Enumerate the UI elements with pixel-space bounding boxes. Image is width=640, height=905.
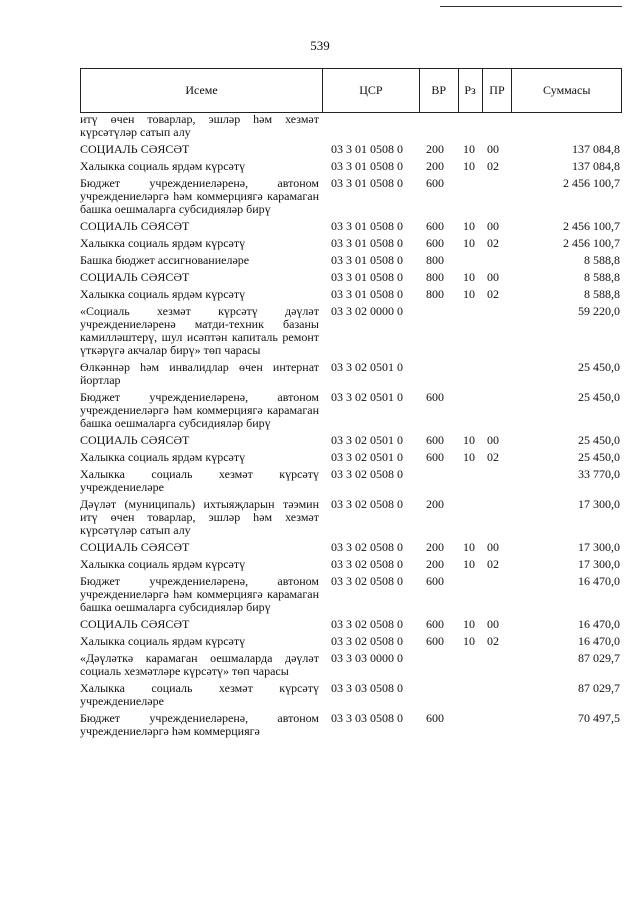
cell-vr: 600 xyxy=(426,433,444,447)
cell-csr: 03 3 02 0501 0 xyxy=(331,450,403,464)
cell-sum: 2 456 100,7 xyxy=(563,219,620,233)
cell-sum: 25 450,0 xyxy=(578,390,620,404)
page-number: 539 xyxy=(310,38,330,53)
cell-pr xyxy=(483,575,513,614)
cell-pr xyxy=(483,361,513,387)
cell-name: «Дәүләткә карамаган оешмаларда дәүләт социаль хезмәтләре күрсәтү» төп чарасы xyxy=(80,651,319,678)
header-sum: Суммасы xyxy=(543,83,591,97)
cell-rz xyxy=(459,391,483,430)
cell-sum: 8 588,8 xyxy=(584,253,620,267)
budget-table xyxy=(80,68,622,742)
table-row xyxy=(80,575,622,614)
cell-rz: 10 xyxy=(463,540,475,554)
cell-sum: 87 029,7 xyxy=(578,681,620,695)
table-row xyxy=(80,361,622,387)
cell-sum: 25 450,0 xyxy=(578,360,620,374)
cell-vr: 600 xyxy=(426,617,444,631)
header-name: Исеме xyxy=(81,69,323,112)
cell-pr xyxy=(483,305,513,357)
table-row xyxy=(80,113,622,139)
table-row xyxy=(80,558,622,571)
cell-csr: 03 3 02 0000 0 xyxy=(331,304,403,318)
cell-name: Дәүләт (муниципаль) ихтыяҗларын тәэмин итү өчен товарлар, эшләр һәм хезмәт күрсәтүләр сатып алу xyxy=(80,497,319,537)
cell-name: СОЦИАЛЬ СӘЯСӘТ xyxy=(80,540,190,554)
cell-rz xyxy=(459,575,483,614)
header-vr: ВР xyxy=(420,69,459,112)
header-pr: ПР xyxy=(483,69,513,112)
cell-pr: 00 xyxy=(487,270,499,284)
cell-vr: 600 xyxy=(426,219,444,233)
cell-rz xyxy=(459,712,483,738)
cell-pr: 02 xyxy=(487,287,499,301)
cell-vr: 200 xyxy=(426,142,444,156)
cell-rz: 10 xyxy=(463,287,475,301)
table-row xyxy=(80,635,622,648)
table-row xyxy=(80,160,622,173)
cell-name: Өлкәннәр һәм инвалидлар өчен интернат йортлар xyxy=(80,360,319,387)
cell-rz: 10 xyxy=(463,270,475,284)
cell-sum: 2 456 100,7 xyxy=(563,236,620,250)
table-row xyxy=(80,712,622,738)
cell-pr: 02 xyxy=(487,236,499,250)
cell-name: Халыкка социаль ярдәм күрсәтү xyxy=(80,634,246,648)
cell-name: «Социаль хезмәт күрсәтү дәүләт учреждениеләренә матди-техник базаны камилләштерү, шул исәптән капиталь ремонт үткәрүгә акчалар бирү» төп чарасы xyxy=(80,304,319,357)
cell-sum: 8 588,8 xyxy=(584,270,620,284)
cell-sum: 17 300,0 xyxy=(578,540,620,554)
cell-name: Бюджет учреждениеләренә, автоном учреждениеләргә һәм коммерциягә карамаган башка оешмаларга субсидияләр бирү xyxy=(80,176,319,216)
cell-sum: 25 450,0 xyxy=(578,433,620,447)
cell-sum: 87 029,7 xyxy=(578,651,620,665)
cell-sum: 59 220,0 xyxy=(578,304,620,318)
cell-name: Халыкка социаль ярдәм күрсәтү xyxy=(80,159,246,173)
cell-rz: 10 xyxy=(463,433,475,447)
cell-rz: 10 xyxy=(463,557,475,571)
cell-vr xyxy=(420,682,459,708)
cell-pr xyxy=(483,682,513,708)
cell-csr: 03 3 01 0508 0 xyxy=(331,253,403,267)
cell-sum: 25 450,0 xyxy=(578,450,620,464)
cell-pr: 00 xyxy=(487,219,499,233)
cell-vr: 600 xyxy=(426,634,444,648)
cell-name: СОЦИАЛЬ СӘЯСӘТ xyxy=(80,219,190,233)
cell-pr: 00 xyxy=(487,617,499,631)
cell-rz: 10 xyxy=(463,450,475,464)
cell-rz: 10 xyxy=(463,142,475,156)
cell-pr: 02 xyxy=(487,159,499,173)
cell-pr: 00 xyxy=(487,540,499,554)
cell-csr: 03 3 03 0508 0 xyxy=(331,711,403,725)
cell-csr: 03 3 02 0508 0 xyxy=(331,617,403,631)
cell-pr xyxy=(483,498,513,537)
cell-name: Халыкка социаль хезмәт күрсәтү учреждениеләре xyxy=(80,467,319,494)
cell-rz xyxy=(459,361,483,387)
cell-rz xyxy=(459,682,483,708)
cell-sum: 70 497,5 xyxy=(578,711,620,725)
cell-rz: 10 xyxy=(463,617,475,631)
cell-vr xyxy=(420,652,459,678)
cell-vr: 200 xyxy=(426,159,444,173)
cell-sum: 17 300,0 xyxy=(578,497,620,511)
cell-rz xyxy=(459,652,483,678)
cell-rz xyxy=(459,113,483,139)
cell-rz: 10 xyxy=(463,219,475,233)
cell-rz xyxy=(459,498,483,537)
table-row xyxy=(80,305,622,357)
cell-name: Халыкка социаль ярдәм күрсәтү xyxy=(80,557,246,571)
table-row xyxy=(80,682,622,708)
cell-vr xyxy=(420,305,459,357)
cell-name: Башка бюджет ассигнованиеләре xyxy=(80,253,250,267)
cell-sum: 16 470,0 xyxy=(578,574,620,588)
cell-sum: 33 770,0 xyxy=(578,467,620,481)
table-row xyxy=(80,434,622,447)
cell-sum: 137 084,8 xyxy=(572,142,620,156)
cell-rz: 10 xyxy=(463,634,475,648)
table-row xyxy=(80,391,622,430)
cell-pr xyxy=(483,391,513,430)
cell-vr xyxy=(420,468,459,494)
cell-csr: 03 3 03 0000 0 xyxy=(331,651,403,665)
table-row xyxy=(80,177,622,216)
cell-sum: 16 470,0 xyxy=(578,634,620,648)
cell-vr: 600 xyxy=(426,574,444,588)
cell-rz xyxy=(459,254,483,267)
cell-pr: 02 xyxy=(487,450,499,464)
cell-csr: 03 3 01 0508 0 xyxy=(331,236,403,250)
cell-sum xyxy=(513,113,622,139)
cell-csr: 03 3 02 0508 0 xyxy=(331,540,403,554)
cell-rz xyxy=(459,468,483,494)
cell-vr: 800 xyxy=(426,253,444,267)
table-row xyxy=(80,288,622,301)
cell-name: Халыкка социаль хезмәт күрсәтү учреждениеләре xyxy=(80,681,319,708)
cell-pr: 00 xyxy=(487,142,499,156)
header-rz: Рз xyxy=(459,69,483,112)
table-row xyxy=(80,618,622,631)
cell-csr: 03 3 02 0508 0 xyxy=(331,574,403,588)
cell-rz: 10 xyxy=(463,159,475,173)
cell-rz xyxy=(459,177,483,216)
table-row xyxy=(80,237,622,250)
table-row xyxy=(80,652,622,678)
cell-csr: 03 3 02 0508 0 xyxy=(331,634,403,648)
table-row xyxy=(80,468,622,494)
cell-sum: 8 588,8 xyxy=(584,287,620,301)
cell-vr: 600 xyxy=(426,711,444,725)
cell-name: СОЦИАЛЬ СӘЯСӘТ xyxy=(80,617,190,631)
table-header xyxy=(80,68,622,113)
cell-pr xyxy=(483,113,513,139)
cell-pr xyxy=(483,712,513,738)
cell-csr: 03 3 03 0508 0 xyxy=(331,681,403,695)
cell-sum: 17 300,0 xyxy=(578,557,620,571)
cell-name: Халыкка социаль ярдәм күрсәтү xyxy=(80,236,246,250)
cell-pr xyxy=(483,254,513,267)
cell-sum: 16 470,0 xyxy=(578,617,620,631)
cell-pr: 02 xyxy=(487,634,499,648)
cell-name: СОЦИАЛЬ СӘЯСӘТ xyxy=(80,433,190,447)
cell-rz: 10 xyxy=(463,236,475,250)
cell-name: Бюджет учреждениеләренә, автоном учреждениеләргә һәм коммерциягә карамаган башка оешмаларга субсидияләр бирү xyxy=(80,574,319,614)
cell-vr xyxy=(420,113,459,139)
cell-csr: 03 3 02 0508 0 xyxy=(331,557,403,571)
cell-csr: 03 3 01 0508 0 xyxy=(331,287,403,301)
cell-sum: 137 084,8 xyxy=(572,159,620,173)
cell-vr: 200 xyxy=(426,497,444,511)
cell-vr xyxy=(420,361,459,387)
table-body xyxy=(80,113,622,738)
table-row xyxy=(80,254,622,267)
cell-csr: 03 3 02 0501 0 xyxy=(331,390,403,404)
cell-csr xyxy=(323,113,420,139)
cell-csr: 03 3 01 0508 0 xyxy=(331,159,403,173)
table-row xyxy=(80,498,622,537)
cell-vr: 600 xyxy=(426,390,444,404)
cell-csr: 03 3 02 0501 0 xyxy=(331,360,403,374)
table-row xyxy=(80,541,622,554)
cell-csr: 03 3 01 0508 0 xyxy=(331,176,403,190)
cell-vr: 600 xyxy=(426,176,444,190)
cell-sum: 2 456 100,7 xyxy=(563,176,620,190)
cell-name: Бюджет учреждениеләренә, автоном учреждениеләргә һәм коммерциягә карамаган башка оешмаларга субсидияләр бирү xyxy=(80,390,319,430)
cell-csr: 03 3 02 0508 0 xyxy=(331,467,403,481)
top-rule xyxy=(440,6,622,7)
table-row xyxy=(80,271,622,284)
cell-csr: 03 3 02 0501 0 xyxy=(331,433,403,447)
table-row xyxy=(80,143,622,156)
cell-vr: 800 xyxy=(426,270,444,284)
cell-name: Бюджет учреждениеләренә, автоном учреждениеләргә һәм коммерциягә xyxy=(80,711,319,738)
cell-name: Халыкка социаль ярдәм күрсәтү xyxy=(80,287,246,301)
table-row xyxy=(80,451,622,464)
cell-vr: 600 xyxy=(426,450,444,464)
cell-csr: 03 3 01 0508 0 xyxy=(331,142,403,156)
cell-pr xyxy=(483,468,513,494)
cell-vr: 200 xyxy=(426,540,444,554)
cell-csr: 03 3 01 0508 0 xyxy=(331,270,403,284)
cell-pr: 02 xyxy=(487,557,499,571)
table-row xyxy=(80,220,622,233)
cell-pr: 00 xyxy=(487,433,499,447)
cell-pr xyxy=(483,652,513,678)
cell-rz xyxy=(459,305,483,357)
cell-name: СОЦИАЛЬ СӘЯСӘТ xyxy=(80,142,190,156)
cell-vr: 200 xyxy=(426,557,444,571)
cell-vr: 800 xyxy=(426,287,444,301)
cell-name: СОЦИАЛЬ СӘЯСӘТ xyxy=(80,270,190,284)
cell-pr xyxy=(483,177,513,216)
cell-name: Халыкка социаль ярдәм күрсәтү xyxy=(80,450,246,464)
cell-csr: 03 3 01 0508 0 xyxy=(331,219,403,233)
cell-csr: 03 3 02 0508 0 xyxy=(331,497,403,511)
header-csr: ЦСР xyxy=(323,69,420,112)
cell-vr: 600 xyxy=(426,236,444,250)
cell-name: итү өчен товарлар, эшләр һәм хезмәт күрсәтүләр сатып алу xyxy=(80,112,319,139)
